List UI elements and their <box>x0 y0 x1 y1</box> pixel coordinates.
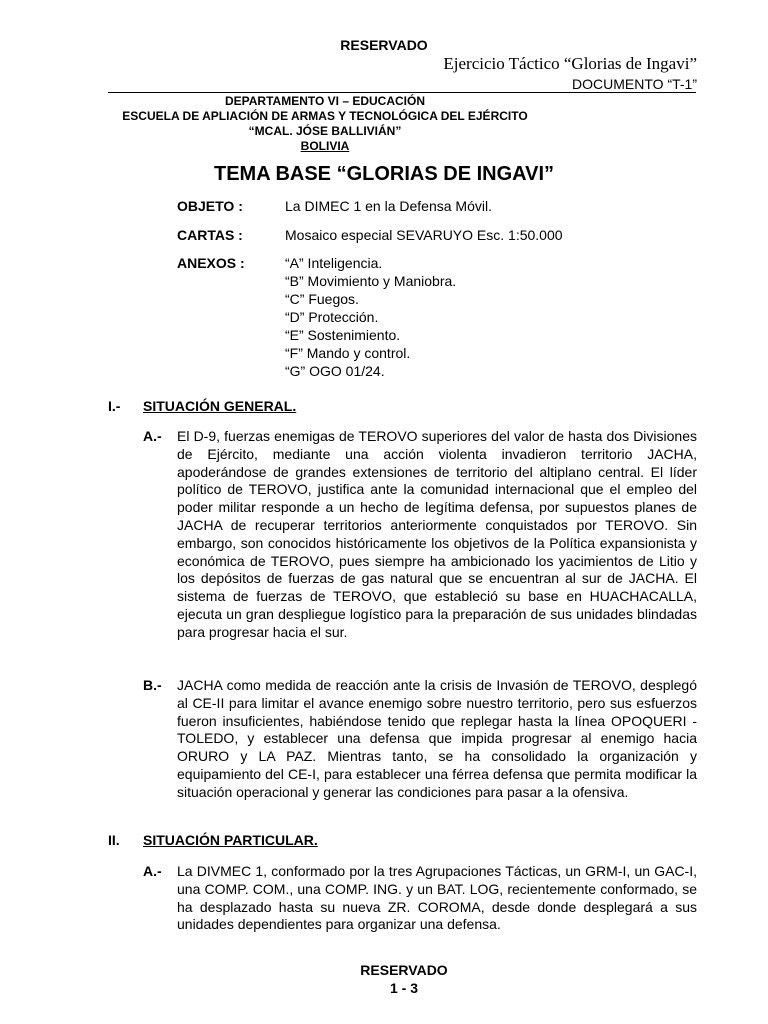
section-1-number: I.- <box>108 398 121 414</box>
section-2-number: II. <box>108 832 120 848</box>
section-1-title: SITUACIÓN GENERAL. <box>143 398 297 414</box>
section-1-b-label: B.- <box>143 677 162 693</box>
annex-list <box>285 254 456 380</box>
annex-item: “A” Inteligencia. <box>285 255 383 271</box>
annex-item: “C” Fuegos. <box>285 291 359 307</box>
section-2-title: SITUACIÓN PARTICULAR. <box>143 832 318 848</box>
document-title: TEMA BASE “GLORIAS DE INGAVI” <box>213 163 555 185</box>
annex-item: “B” Movimiento y Maniobra. <box>285 273 457 289</box>
document-code: DOCUMENTO “T-1” <box>572 76 697 92</box>
section-1-a-label: A.- <box>143 428 162 444</box>
cartas-value: Mosaico especial SEVARUYO Esc. 1:50.000 <box>285 227 563 243</box>
classification-bottom: RESERVADO <box>360 962 448 978</box>
section-2-a-paragraph: La DIVMEC 1, conformado por la tres Agrupaciones Tácticas, un GRM-I, un GAC-I, una COMP. COM., una COMP. ING. y un BAT. LOG, recientemente conformado, se ha desplazado hasta su nueva ZR. COROMA, desde donde desplegará a sus unidades dependientes para organizar una defensa. <box>177 863 697 933</box>
objeto-value: La DIMEC 1 en la Defensa Móvil. <box>285 198 492 214</box>
section-1-b-paragraph: JACHA como medida de reacción ante la crisis de Invasión de TEROVO, desplegó al CE-II para limitar el avance enemigo sobre nuestro territorio, pero sus esfuerzos fueron insuficientes, habiéndose tenido que replegar hasta la línea OPOQUERI - TOLEDO, y establecer una defensa que impida progresar al enemigo hacia ORURO y LA PAZ. Mientras tanto, se ha consolidado la organización y equipamiento del CE-I, para establecer una férrea defensa que permita modificar la situación operacional y generar las condiciones para pasar a la ofensiva. <box>177 677 697 800</box>
country-line: BOLIVIA <box>300 139 350 153</box>
school-name-line: “MCAL. JÓSE BALLIVIÁN” <box>248 124 402 138</box>
annex-item: “G” OGO 01/24. <box>285 363 385 379</box>
annex-item: “F” Mando y control. <box>285 345 411 361</box>
section-2-a-label: A.- <box>143 863 162 879</box>
section-1-a-paragraph: El D-9, fuerzas enemigas de TEROVO superiores del valor de hasta dos Divisiones de Ejército, mediante una acción violenta invadieron territorio JACHA, apoderándose de grandes extensiones de territorio del altiplano central. El líder político de TEROVO, justifica ante la comunidad internacional que el empleo del poder militar responde a un hecho de legítima defensa, por supuestos planes de JACHA de recuperar territorios anteriormente conquistados por TEROVO. Sin embargo, son conocidos históricamente los objetivos de la Política expansionista y económica de TEROVO, pues siempre ha ambicionado los yacimientos de Litio y los depósitos de fuerzas de gas natural que se encuentran al sur de JACHA. El sistema de fuerzas de TEROVO, que estableció su base en HUACHACALLA, ejecuta un gran despliegue logístico para la preparación de sus unidades blindadas para progresar hacia el sur. <box>177 428 697 640</box>
annex-item: “E” Sostenimiento. <box>285 327 401 343</box>
department-line: DEPARTAMENTO VI – EDUCACIÓN <box>224 94 425 108</box>
header-rule <box>108 92 696 93</box>
annex-item: “D” Protección. <box>285 309 379 325</box>
exercise-title: Ejercicio Táctico “Glorias de Ingavi” <box>443 54 697 73</box>
anexos-label: ANEXOS : <box>177 255 245 271</box>
cartas-label: CARTAS : <box>177 227 243 243</box>
classification-top: RESERVADO <box>340 37 428 53</box>
school-line: ESCUELA DE APLIACIÓN DE ARMAS Y TECNOLÓGICA DEL EJÉRCITO <box>122 109 528 123</box>
page-number: 1 - 3 <box>389 980 418 996</box>
objeto-label: OBJETO : <box>177 198 243 214</box>
